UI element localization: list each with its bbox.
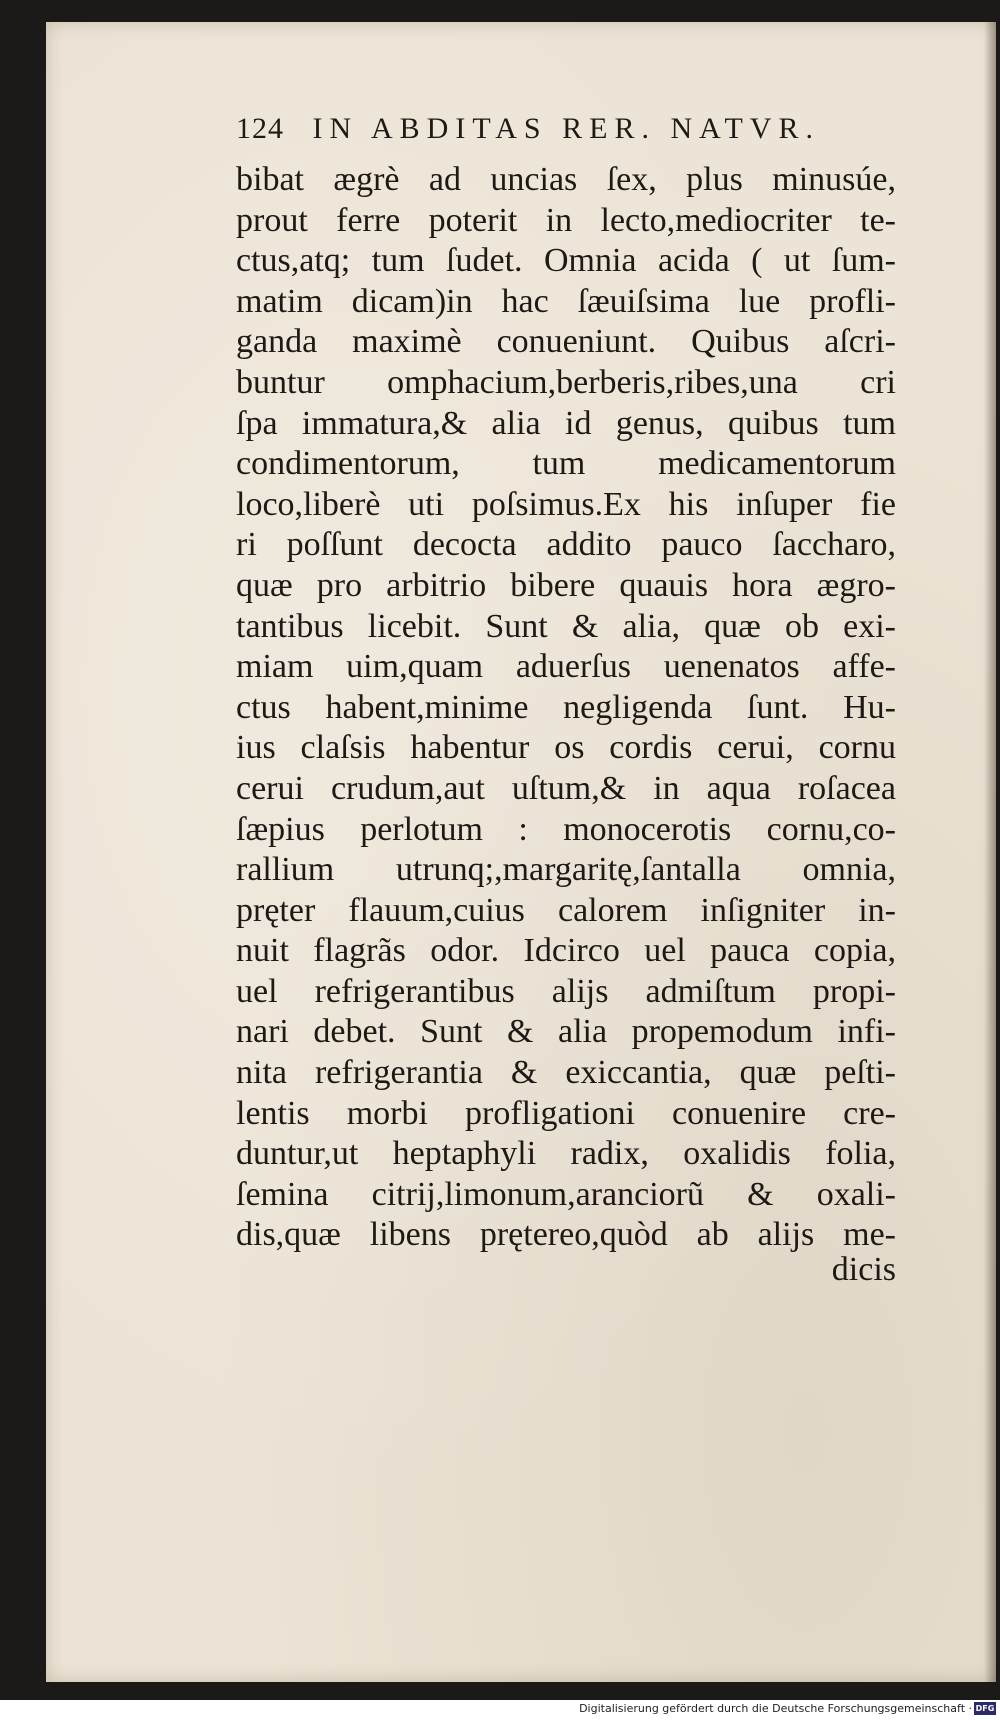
text-line: quæ pro arbitrio bibere quauis hora ægro- (236, 566, 896, 604)
text-line: ius claſsis habentur os cordis cerui, cornu (236, 729, 896, 767)
text-line: nuit flagrãs odor. Idcirco uel pauca copia, (236, 932, 896, 970)
text-line: nita refrigerantia & exiccantia, quæ peſti- (236, 1054, 896, 1092)
text-line: matim dicam)in hac ſæuiſsima lue profli- (236, 282, 896, 320)
running-title: IN ABDITAS RER. NATVR. (312, 112, 820, 145)
text-line: condimentorum, tum medicamentorum (236, 445, 896, 483)
running-head (236, 112, 896, 156)
text-line: cerui crudum,aut uſtum,& in aqua roſacea (236, 769, 896, 807)
text-line: loco,liberè uti poſsimus.Ex his inſuper fie (236, 485, 896, 523)
text-line: ri poſſunt decocta addito pauco ſaccharo, (236, 526, 896, 564)
text-line: nari debet. Sunt & alia propemodum infi- (236, 1013, 896, 1051)
text-line: prout ferre poterit in lecto,mediocriter te- (236, 201, 896, 239)
catchword: dicis (831, 1251, 896, 1288)
text-line: ctus,atq; tum ſudet. Omnia acida ( ut ſum- (236, 242, 896, 280)
text-line: miam uim,quam aduerſus uenenatos affe- (236, 648, 896, 686)
text-line: ganda maximè conueniunt. Quibus aſcri- (236, 323, 896, 361)
text-line: ctus habent,minime negligenda ſunt. Hu- (236, 688, 896, 726)
text-line: buntur omphacium,berberis,ribes,una cri (236, 363, 896, 401)
text-line: ſemina citrij,limonum,aranciorũ & oxali- (236, 1175, 896, 1213)
text-line: ſpa immatura,& alia id genus, quibus tum (236, 404, 896, 442)
text-line: lentis morbi profligationi conuenire cre- (236, 1094, 896, 1132)
text-line: pręter flauum,cuius calorem inſigniter in- (236, 891, 896, 929)
dfg-logo: DFG (975, 1704, 995, 1713)
digitization-credit: Digitalisierung gefördert durch die Deutsche Forschungsgemeinschaft · (579, 1702, 972, 1715)
page-edge-shadow (984, 22, 996, 1682)
text-line: uel refrigerantibus alijs admiſtum propi- (236, 972, 896, 1010)
text-line: bibat ægrè ad uncias ſex, plus minusúe, (236, 161, 896, 198)
text-line: ſæpius perlotum : monocerotis cornu,co- (236, 810, 896, 848)
text-line: duntur,ut heptaphyli radix, oxalidis folia, (236, 1135, 896, 1173)
page-number: 124 (236, 112, 284, 145)
text-line: dis,quæ libens prętereo,quòd ab alijs me- (236, 1216, 896, 1254)
text-line: rallium utrunq;,margaritę,ſantalla omnia, (236, 851, 896, 889)
text-line: tantibus licebit. Sunt & alia, quæ ob exi- (236, 607, 896, 645)
body-text (236, 160, 896, 1256)
